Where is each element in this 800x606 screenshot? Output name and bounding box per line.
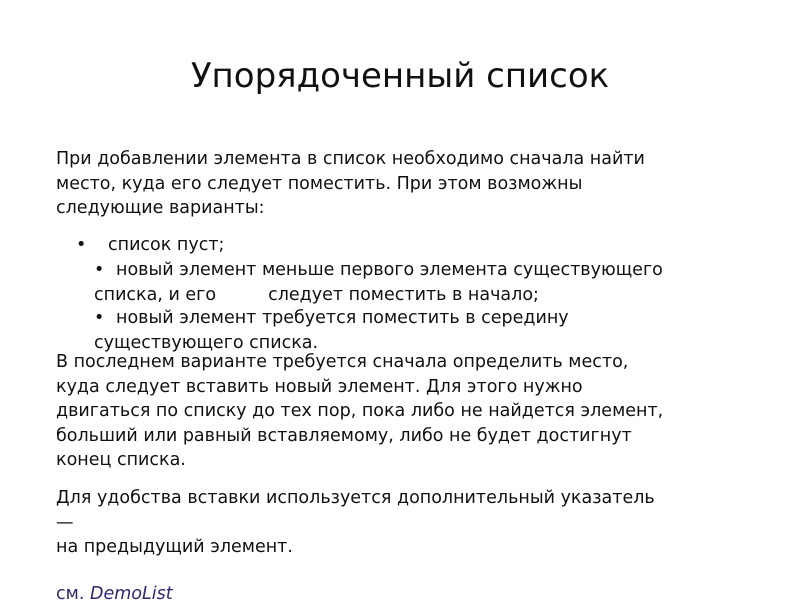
intro-line: следующие варианты: [56, 198, 265, 218]
intro-paragraph [56, 147, 645, 221]
list-item-text: новый элемент меньше первого элемента существующего [116, 260, 663, 280]
paragraph-line: куда следует вставить новый элемент. Для этого нужно [56, 376, 583, 397]
paragraph-line: В последнем варианте требуется сначала определить место, [56, 352, 629, 372]
paragraph-line: Для удобства вставки используется дополнительный указатель [56, 488, 655, 508]
bullet-icon: • [94, 308, 105, 328]
list-item-text: следует поместить в начало; [268, 284, 539, 305]
intro-line: место, куда его следует поместить. При этом возможны [56, 173, 583, 194]
paragraph-line: двигаться по списку до тех пор, пока либо не найдется элемент, [56, 401, 664, 421]
paragraph-line: конец списка. [56, 450, 186, 470]
paragraph-line: — [56, 512, 74, 533]
paragraph-line: на предыдущий элемент. [56, 537, 293, 557]
paragraph-line: больший или равный вставляемому, либо не будет достигнут [56, 425, 632, 446]
bullet-icon: • [76, 235, 87, 255]
list-item-text: существующего списка. [94, 332, 319, 353]
list-item-text: списка, и его [94, 284, 217, 305]
bullet-icon: • [94, 260, 105, 280]
list-item-insert-start [94, 258, 663, 307]
slide-title: Упорядоченный список [190, 56, 610, 96]
list-item-text: список пуст; [108, 235, 225, 255]
demo-link[interactable] [56, 582, 173, 606]
demo-link-name[interactable]: DemoList [89, 584, 173, 604]
pointer-paragraph [56, 486, 655, 560]
list-item-empty [76, 233, 224, 258]
list-item-insert-middle [94, 306, 569, 355]
search-paragraph [56, 350, 663, 473]
demo-link-prefix: см. [56, 584, 85, 604]
list-item-text: новый элемент требуется поместить в середину [116, 308, 569, 328]
intro-line: При добавлении элемента в список необходимо сначала найти [56, 149, 645, 169]
